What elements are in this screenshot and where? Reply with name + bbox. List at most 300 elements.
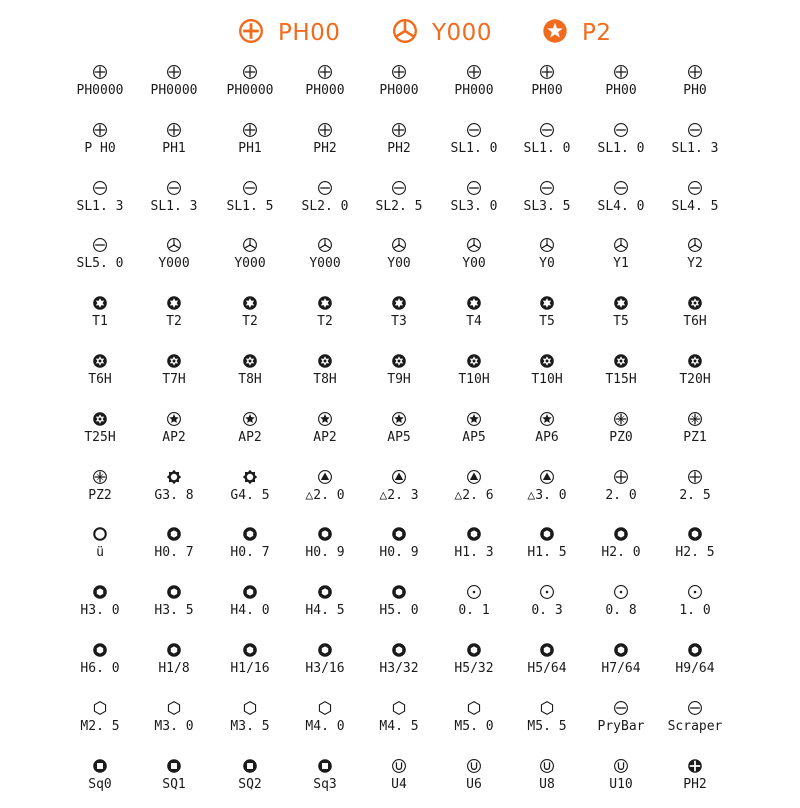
phillips-icon (391, 64, 407, 80)
bit-label: PZ2 (88, 488, 112, 503)
tri-wing-icon (391, 237, 407, 253)
phillips-icon (317, 64, 333, 80)
hex-outline-icon (166, 700, 182, 716)
bit-cell (62, 122, 138, 172)
pentalobe-icon (242, 411, 258, 427)
bit-label: PH0 (683, 83, 707, 98)
bit-label: H6. 0 (80, 661, 120, 676)
bit-cell (287, 526, 363, 576)
bit-label: PH000 (379, 83, 419, 98)
bit-label: G3. 8 (154, 488, 194, 503)
bit-cell (657, 64, 733, 114)
bit-cell (361, 700, 437, 750)
bit-label: Y00 (462, 256, 486, 271)
bit-label: H5/32 (454, 661, 494, 676)
bit-cell (436, 180, 512, 230)
pentalobe-icon (466, 411, 482, 427)
torx-security-icon (242, 353, 258, 369)
bit-label: SL4. 0 (597, 199, 645, 214)
bit-cell (287, 64, 363, 114)
bit-cell (509, 237, 585, 287)
bit-label: SL1. 3 (76, 199, 124, 214)
slotted-icon (166, 180, 182, 196)
bit-cell (436, 584, 512, 634)
slotted-icon (92, 180, 108, 196)
bit-label: AP5 (387, 430, 411, 445)
bit-cell (136, 758, 212, 808)
bit-label: 0. 8 (605, 603, 637, 618)
bit-cell (361, 411, 437, 461)
hex-icon (242, 642, 258, 658)
bit-cell (583, 295, 659, 345)
bit-cell (136, 700, 212, 750)
phillips-icon (317, 122, 333, 138)
slotted-icon (687, 122, 703, 138)
torx-icon (391, 295, 407, 311)
bit-cell (509, 700, 585, 750)
bit-cell (657, 411, 733, 461)
bit-cell (62, 180, 138, 230)
bit-cell (509, 353, 585, 403)
bit-label: Y2 (687, 256, 703, 271)
bit-label: 0. 1 (458, 603, 490, 618)
bit-label: SL1. 3 (671, 141, 719, 156)
bit-label: H9/64 (675, 661, 715, 676)
bit-cell (287, 469, 363, 519)
bit-cell (287, 180, 363, 230)
bit-cell (287, 700, 363, 750)
hex-icon (92, 642, 108, 658)
phillips-solid-icon (687, 758, 703, 774)
bit-label: △2. 6 (454, 488, 494, 503)
bit-cell (509, 526, 585, 576)
bit-cell (287, 758, 363, 808)
bit-label: T10H (458, 372, 490, 387)
bit-cell (657, 180, 733, 230)
bit-cell (212, 758, 288, 808)
phillips-icon (687, 64, 703, 80)
bit-label: U6 (466, 777, 482, 792)
u-bit-icon (613, 758, 629, 774)
torx-security-icon (391, 353, 407, 369)
bit-cell (212, 122, 288, 172)
bit-cell (212, 411, 288, 461)
slotted-icon (466, 122, 482, 138)
u-bit-icon (539, 758, 555, 774)
bit-cell (509, 122, 585, 172)
square-icon (242, 758, 258, 774)
slotted-icon (391, 180, 407, 196)
bit-label: Y000 (309, 256, 341, 271)
bit-label: Y1 (613, 256, 629, 271)
hex-icon (92, 584, 108, 600)
bit-label: H2. 0 (601, 545, 641, 560)
hex-icon (539, 642, 555, 658)
phillips-icon (92, 122, 108, 138)
bit-cell (62, 526, 138, 576)
bit-cell (583, 353, 659, 403)
phillips-icon (391, 122, 407, 138)
bit-label: T25H (84, 430, 116, 445)
tri-wing-icon (242, 237, 258, 253)
bit-cell (62, 758, 138, 808)
u-bit-icon (391, 758, 407, 774)
phillips-icon (92, 64, 108, 80)
bit-cell (361, 237, 437, 287)
bit-cell (361, 353, 437, 403)
triangle-icon (391, 469, 407, 485)
bit-label: T3 (391, 314, 407, 329)
header-label: P2 (582, 20, 612, 46)
bit-cell (657, 295, 733, 345)
hex-icon (317, 584, 333, 600)
torx-security-icon (166, 353, 182, 369)
pin-dot-icon (466, 584, 482, 600)
bit-cell (657, 469, 733, 519)
hex-outline-icon (242, 700, 258, 716)
hex-icon (539, 526, 555, 542)
bit-label: M4. 0 (305, 719, 345, 734)
bit-label: PZ0 (609, 430, 633, 445)
bit-cell (436, 642, 512, 692)
bit-label: AP5 (462, 430, 486, 445)
bit-label: H0. 9 (305, 545, 345, 560)
bit-label: H3/32 (379, 661, 419, 676)
bit-cell (62, 700, 138, 750)
pentalobe-icon (317, 411, 333, 427)
bit-label: T2 (317, 314, 333, 329)
hex-icon (391, 526, 407, 542)
bit-cell (583, 122, 659, 172)
bit-label: PH1 (238, 141, 262, 156)
hex-icon (166, 584, 182, 600)
square-icon (92, 758, 108, 774)
cross-plus-icon (613, 469, 629, 485)
tri-wing-icon (317, 237, 333, 253)
bit-label: PH0000 (226, 83, 274, 98)
bit-label: H5. 0 (379, 603, 419, 618)
bit-label: Y0 (539, 256, 555, 271)
slotted-icon (539, 180, 555, 196)
bit-cell (62, 353, 138, 403)
bit-cell (136, 122, 212, 172)
bit-cell (287, 237, 363, 287)
bit-cell (212, 642, 288, 692)
bit-cell (436, 353, 512, 403)
torx-icon (166, 295, 182, 311)
bit-cell (657, 584, 733, 634)
triangle-icon (466, 469, 482, 485)
bit-cell (361, 180, 437, 230)
square-icon (317, 758, 333, 774)
hex-icon (466, 526, 482, 542)
bit-label: T2 (242, 314, 258, 329)
bit-label: T9H (387, 372, 411, 387)
bit-cell (287, 122, 363, 172)
bit-label: T6H (683, 314, 707, 329)
bit-cell (212, 353, 288, 403)
hex-icon (242, 526, 258, 542)
bit-label: H0. 7 (230, 545, 270, 560)
phillips-icon (466, 64, 482, 80)
bit-cell (136, 295, 212, 345)
bit-cell (657, 758, 733, 808)
bit-label: T8H (238, 372, 262, 387)
bit-label: △2. 0 (305, 488, 345, 503)
bit-label: Sq0 (88, 777, 112, 792)
slotted-icon (613, 700, 629, 716)
bit-cell (509, 180, 585, 230)
tri-wing-icon (539, 237, 555, 253)
bit-cell (509, 411, 585, 461)
slotted-icon (613, 122, 629, 138)
bit-cell (361, 469, 437, 519)
bit-label: PryBar (597, 719, 645, 734)
gear-bit-icon (242, 469, 258, 485)
torx-security-icon (466, 353, 482, 369)
bit-cell (583, 526, 659, 576)
bit-label: Y00 (387, 256, 411, 271)
bit-cell (136, 642, 212, 692)
bit-cell (136, 526, 212, 576)
bit-cell (436, 758, 512, 808)
hex-icon (317, 642, 333, 658)
bit-cell (509, 469, 585, 519)
bit-cell (657, 353, 733, 403)
bit-label: SL1. 0 (597, 141, 645, 156)
bit-label: M3. 5 (230, 719, 270, 734)
bit-label: 2. 0 (605, 488, 637, 503)
bit-label: H1/8 (158, 661, 190, 676)
bit-cell (62, 642, 138, 692)
bit-cell (212, 584, 288, 634)
bit-label: T20H (679, 372, 711, 387)
bit-label: T6H (88, 372, 112, 387)
bit-label: T5 (539, 314, 555, 329)
bit-label: SL2. 0 (301, 199, 349, 214)
phillips-icon (242, 122, 258, 138)
bit-label: H0. 9 (379, 545, 419, 560)
bit-cell (287, 411, 363, 461)
bit-cell (62, 295, 138, 345)
bit-label: △2. 3 (379, 488, 419, 503)
torx-icon (466, 295, 482, 311)
bit-label: H5/64 (527, 661, 567, 676)
bit-label: PH0000 (150, 83, 198, 98)
bit-cell (583, 584, 659, 634)
bit-label: M3. 0 (154, 719, 194, 734)
bit-label: H4. 0 (230, 603, 270, 618)
bit-cell (136, 353, 212, 403)
slotted-icon (539, 122, 555, 138)
bit-cell (583, 758, 659, 808)
bit-label: PH00 (605, 83, 637, 98)
bit-label: PH000 (305, 83, 345, 98)
bit-label: 0. 3 (531, 603, 563, 618)
bit-label: T15H (605, 372, 637, 387)
bit-cell (436, 700, 512, 750)
bit-cell (212, 469, 288, 519)
bit-label: 1. 0 (679, 603, 711, 618)
hex-outline-icon (466, 700, 482, 716)
tri-wing-icon (687, 237, 703, 253)
pozidriv-icon (687, 411, 703, 427)
bit-cell (657, 526, 733, 576)
hex-icon (466, 642, 482, 658)
cross-plus-icon (687, 469, 703, 485)
torx-security-icon (613, 353, 629, 369)
bit-cell (583, 642, 659, 692)
hex-icon (317, 526, 333, 542)
bit-label: H2. 5 (675, 545, 715, 560)
bit-cell (287, 295, 363, 345)
bit-label: AP2 (238, 430, 262, 445)
bit-label: AP2 (313, 430, 337, 445)
pozidriv-icon (613, 411, 629, 427)
bit-label: ü (96, 545, 104, 560)
hex-icon (687, 526, 703, 542)
bit-label: SL2. 5 (375, 199, 423, 214)
square-icon (166, 758, 182, 774)
bit-cell (62, 64, 138, 114)
bit-label: PH1 (162, 141, 186, 156)
bit-cell (136, 411, 212, 461)
bit-cell (657, 700, 733, 750)
bit-label: U4 (391, 777, 407, 792)
gear-bit-icon (166, 469, 182, 485)
bit-cell (287, 353, 363, 403)
bit-label: M2. 5 (80, 719, 120, 734)
bit-cell (361, 122, 437, 172)
bit-label: T7H (162, 372, 186, 387)
slotted-icon (613, 180, 629, 196)
bit-cell (436, 64, 512, 114)
bit-cell (657, 122, 733, 172)
hex-icon (242, 584, 258, 600)
u-bit-icon (466, 758, 482, 774)
phillips-icon (613, 64, 629, 80)
bit-label: △3. 0 (527, 488, 567, 503)
bit-cell (62, 469, 138, 519)
bit-label: AP2 (162, 430, 186, 445)
bit-cell (583, 411, 659, 461)
bit-label: T10H (531, 372, 563, 387)
pin-dot-icon (539, 584, 555, 600)
bit-label: H3/16 (305, 661, 345, 676)
torx-security-icon (317, 353, 333, 369)
bit-cell (436, 411, 512, 461)
bit-cell (361, 758, 437, 808)
bit-label: H7/64 (601, 661, 641, 676)
bit-cell (361, 295, 437, 345)
bit-cell (212, 237, 288, 287)
bit-label: SL3. 0 (450, 199, 498, 214)
hex-outline-icon (391, 700, 407, 716)
bit-cell (361, 526, 437, 576)
bit-label: H3. 5 (154, 603, 194, 618)
slotted-icon (687, 180, 703, 196)
phillips-icon (166, 122, 182, 138)
torx-security-icon (92, 353, 108, 369)
torx-icon (539, 295, 555, 311)
bit-cell (436, 526, 512, 576)
bit-label: SL1. 3 (150, 199, 198, 214)
bit-label: PH0000 (76, 83, 124, 98)
hex-icon (166, 642, 182, 658)
phillips-icon (539, 64, 555, 80)
bit-label: T8H (313, 372, 337, 387)
bit-label: H1/16 (230, 661, 270, 676)
bit-cell (509, 64, 585, 114)
bit-cell (361, 64, 437, 114)
bit-label: U8 (539, 777, 555, 792)
bit-label: P H0 (84, 141, 116, 156)
bit-cell (287, 584, 363, 634)
slotted-icon (687, 700, 703, 716)
bit-label: SL1. 0 (523, 141, 571, 156)
bit-label: H1. 3 (454, 545, 494, 560)
tri-wing-icon (613, 237, 629, 253)
phillips-icon (166, 64, 182, 80)
bit-label: M4. 5 (379, 719, 419, 734)
bit-cell (287, 642, 363, 692)
tri-wing-icon (166, 237, 182, 253)
bit-cell (583, 180, 659, 230)
bit-cell (212, 295, 288, 345)
slotted-icon (317, 180, 333, 196)
bit-cell (212, 180, 288, 230)
bit-label: M5. 0 (454, 719, 494, 734)
bit-cell (583, 700, 659, 750)
bit-cell (509, 758, 585, 808)
bit-label: T2 (166, 314, 182, 329)
torx-icon (242, 295, 258, 311)
bit-label: AP6 (535, 430, 559, 445)
bit-label: Scraper (667, 719, 723, 734)
bit-label: G4. 5 (230, 488, 270, 503)
bit-label: PH00 (531, 83, 563, 98)
bit-cell (509, 642, 585, 692)
bit-cell (136, 64, 212, 114)
hex-icon (391, 584, 407, 600)
hex-icon (613, 642, 629, 658)
bit-label: PH2 (387, 141, 411, 156)
torx-security-icon (687, 295, 703, 311)
bit-label: Sq3 (313, 777, 337, 792)
bit-label: H0. 7 (154, 545, 194, 560)
bit-label: SL3. 5 (523, 199, 571, 214)
pentalobe-icon (539, 411, 555, 427)
bit-cell (583, 237, 659, 287)
bit-cell (62, 237, 138, 287)
hex-icon (166, 526, 182, 542)
bit-cell (509, 295, 585, 345)
hex-outline-icon (539, 700, 555, 716)
bit-label: Y000 (158, 256, 190, 271)
bit-label: SQ1 (162, 777, 186, 792)
bit-cell (212, 700, 288, 750)
bit-label: M5. 5 (527, 719, 567, 734)
bit-cell (436, 122, 512, 172)
bit-cell (657, 237, 733, 287)
pin-dot-icon (687, 584, 703, 600)
bit-cell (62, 584, 138, 634)
hex-outline-icon (317, 700, 333, 716)
tri-wing-icon (466, 237, 482, 253)
bit-label: PH000 (454, 83, 494, 98)
bit-label: SQ2 (238, 777, 262, 792)
phillips-icon (242, 64, 258, 80)
